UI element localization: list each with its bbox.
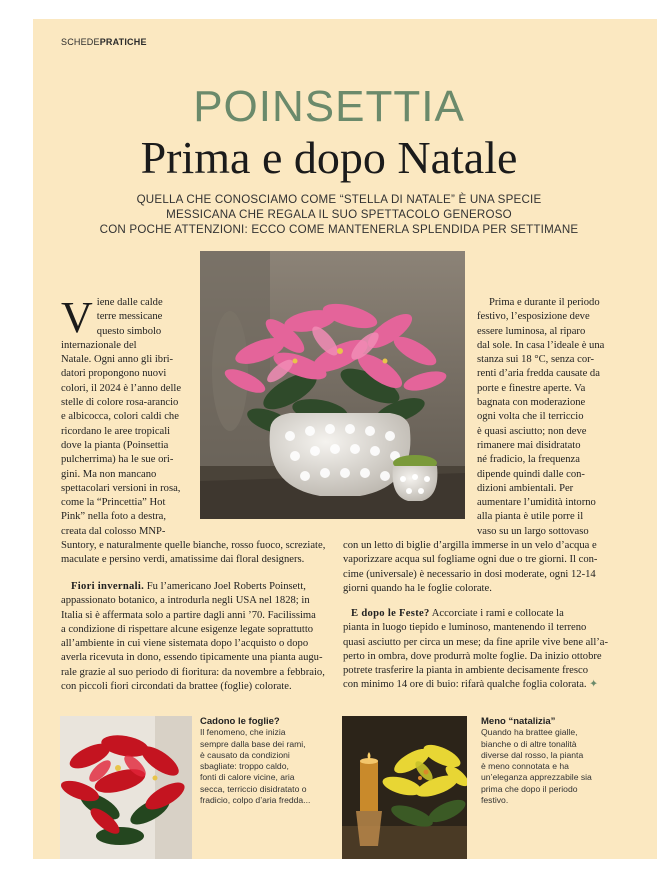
intro-line: stelle di colore rosa-arancio: [61, 397, 179, 409]
fiori-line: rale grazie al suo periodo di fioritura: da novembre a febbraio,: [61, 666, 325, 678]
care-line: aumentare l’umidità intorno: [477, 497, 596, 509]
care-line: giorni quando ha le foglie colorate.: [343, 582, 492, 594]
intro-line: internazionale del: [61, 339, 137, 351]
care-line: dal sole. In casa l’ideale è una: [477, 339, 605, 351]
care-line: porte e finestre aperte. Va: [477, 382, 586, 394]
caption-line: secca, terriccio disidratato o: [200, 783, 307, 794]
care-line: né fradicio, la frequenza: [477, 454, 580, 466]
fiori-line: Fu l’americano Joel Roberts Poinsett,: [146, 581, 306, 592]
poinsettia-photo: [200, 251, 465, 519]
caption-meno-natalizia-title: Meno “natalizia”: [481, 716, 556, 727]
fiori-section: [61, 580, 337, 694]
feste-line: Accorciate i rami e collocate la: [431, 608, 564, 619]
caption-line: sbagliate: troppo caldo,: [200, 761, 289, 772]
care-line: dizioni ambientali. Per: [477, 482, 574, 494]
subtitle-line: CON POCHE ATTENZIONI: ECCO COME MANTENERLA SPLENDIDA PER SETTIMANE: [99, 223, 579, 236]
caption-line: bianche o di altre tonalità: [481, 738, 577, 749]
caption-line: diverse dal rosso, la pianta: [481, 749, 584, 760]
care-text: [477, 296, 607, 539]
caption-leaves: [200, 716, 335, 806]
end-mark-icon: ✦: [589, 679, 599, 691]
care-line: cime (universale) è necessario in dosi moderate, ogni 12-14: [343, 568, 596, 580]
poinsettia-photo-illustration: [200, 251, 465, 519]
caption-leaves-title: Cadono le foglie?: [200, 716, 280, 727]
intro-line: datori propongono nuovi: [61, 368, 167, 380]
kicker-part2: PRATICHE: [99, 37, 147, 47]
feste-line: quasi asciutto per circa un mese; da fine aprile vive bene all’a-: [343, 636, 609, 648]
care-line: è quasi asciutto; non deve: [477, 425, 587, 437]
caption-line: Il fenomeno, che inizia: [200, 727, 286, 738]
intro-line: pulcherrima) ha le sue ori-: [61, 454, 174, 466]
caption-line: prima che dopo il periodo: [481, 783, 578, 794]
feste-line: potrete trasferire la pianta in ambiente decisamente fresco: [343, 665, 589, 677]
caption-line: Quando ha brattee gialle,: [481, 727, 578, 738]
care-line: vaso su un largo sottovaso: [477, 525, 589, 537]
fiori-line: Italia si è affermata solo a partire dagli anni ’70. Facilissima: [61, 609, 316, 621]
intro-line: questo simbolo: [96, 325, 162, 337]
care-line: vaporizzare acqua sul fogliame ogni due o tre giorni. Il con-: [343, 554, 598, 566]
intro-line: come la “Princettia” Hot: [61, 497, 166, 509]
care-line: festivo, l’esposizione deve: [477, 311, 590, 323]
intro-line: e albicocca, colori caldi che: [61, 411, 179, 423]
caption-line: fonti di calore vicine, aria: [200, 772, 295, 783]
title-main: Prima e dopo Natale: [140, 132, 518, 183]
section-kicker: [61, 37, 147, 47]
subtitle-line: QUELLA CHE CONOSCIAMO COME “STELLA DI NATALE” È UNA SPECIE: [136, 193, 542, 206]
intro-line: dove la pianta (Poinsettia: [61, 439, 169, 451]
feste-line: con minimo 14 ore di buio: rifarà qualche foglia colorata.: [343, 679, 587, 691]
intro-line: gini. Ma non mancano: [61, 468, 157, 480]
yellow-poinsettia-illustration: [342, 716, 467, 859]
care-line: essere luminosa, al riparo: [477, 325, 586, 337]
caption-line: un’eleganza apprezzabile sia: [481, 772, 592, 783]
caption-meno-natalizia: [481, 716, 616, 806]
care-line: con un letto di biglie d’argilla immerse in un velo d’acqua e: [343, 540, 597, 551]
feste-line: perto in ombra, dove produrrà molte foglie. Da inizio ottobre: [343, 650, 602, 662]
intro-line: ricordano le aree tropicali: [61, 425, 171, 437]
kicker-part1: SCHEDE: [61, 37, 100, 47]
fiori-line: appassionato botanico, a introdurla negli USA nel 1828; in: [61, 595, 310, 607]
intro-line: Suntory, e naturalmente quelle bianche, rosso fuoco, screziate,: [61, 540, 326, 551]
intro-line: creata dal colosso MNP-: [61, 525, 166, 537]
dropcap: V: [61, 293, 93, 342]
fiori-line: all’ambiente in cui viene sistemata dopo l’acquisto o dopo: [61, 638, 309, 650]
intro-line: terre messicane: [96, 311, 163, 323]
intro-text-wide: [61, 539, 351, 568]
feste-section: [343, 607, 618, 693]
caption-line: sempre dalla base dei rami,: [200, 738, 306, 749]
care-line: alla pianta è utile porre il: [477, 511, 584, 523]
intro-line: maculate e persino verdi, amatissime dai floral designers.: [61, 554, 305, 566]
caption-line: è meno connotata e ha: [481, 761, 569, 772]
fiori-heading: Fiori invernali.: [71, 581, 145, 592]
intro-line: colori, il 2024 è l’anno delle: [61, 382, 182, 394]
care-line: bagnata con moderazione: [477, 397, 586, 409]
fiori-line: averla ricevuta in dono, essendo tipicamente una pianta augu-: [61, 652, 323, 664]
intro-line: Pink” nella foto a destra,: [61, 511, 167, 523]
care-line: Prima e durante il periodo: [489, 297, 600, 308]
fiori-line: a condizione di rispettare alcune esigenze legate soprattutto: [61, 623, 314, 635]
care-line: stanza sui 18 °C, senza cor-: [477, 354, 594, 366]
intro-line: iene dalle calde: [96, 297, 163, 308]
red-poinsettia-photo: [60, 716, 192, 859]
red-poinsettia-illustration: [60, 716, 192, 859]
fiori-line: con piccoli fiori circondati da brattee (foglie) colorate.: [61, 681, 292, 693]
care-line: rimanere mai disidratato: [477, 439, 581, 451]
care-line: dipende quindi dalle con-: [477, 468, 585, 480]
yellow-poinsettia-photo: [342, 716, 467, 859]
intro-line: Natale. Ogni anno gli ibri-: [61, 354, 174, 366]
care-text-wide: [343, 539, 613, 596]
care-line: ogni volta che il terriccio: [477, 411, 584, 423]
subtitle: [95, 192, 583, 237]
caption-line: è causato da condizioni: [200, 749, 290, 760]
intro-text: [61, 293, 198, 539]
subtitle-line: MESSICANA CHE REGALA IL SUO SPETTACOLO GENEROSO: [166, 208, 512, 221]
title-top: POINSETTIA: [193, 82, 465, 131]
feste-line: pianta in luogo tiepido e luminoso, mantenendo il terreno: [343, 622, 587, 634]
caption-line: festivo.: [481, 795, 509, 806]
care-line: renti d’aria fredda causate da: [477, 368, 600, 380]
feste-heading: E dopo le Feste?: [351, 608, 430, 619]
caption-line: fradicio, colpo d’aria fredda...: [200, 795, 311, 806]
intro-line: spettacolari versioni in rosa,: [61, 482, 181, 494]
